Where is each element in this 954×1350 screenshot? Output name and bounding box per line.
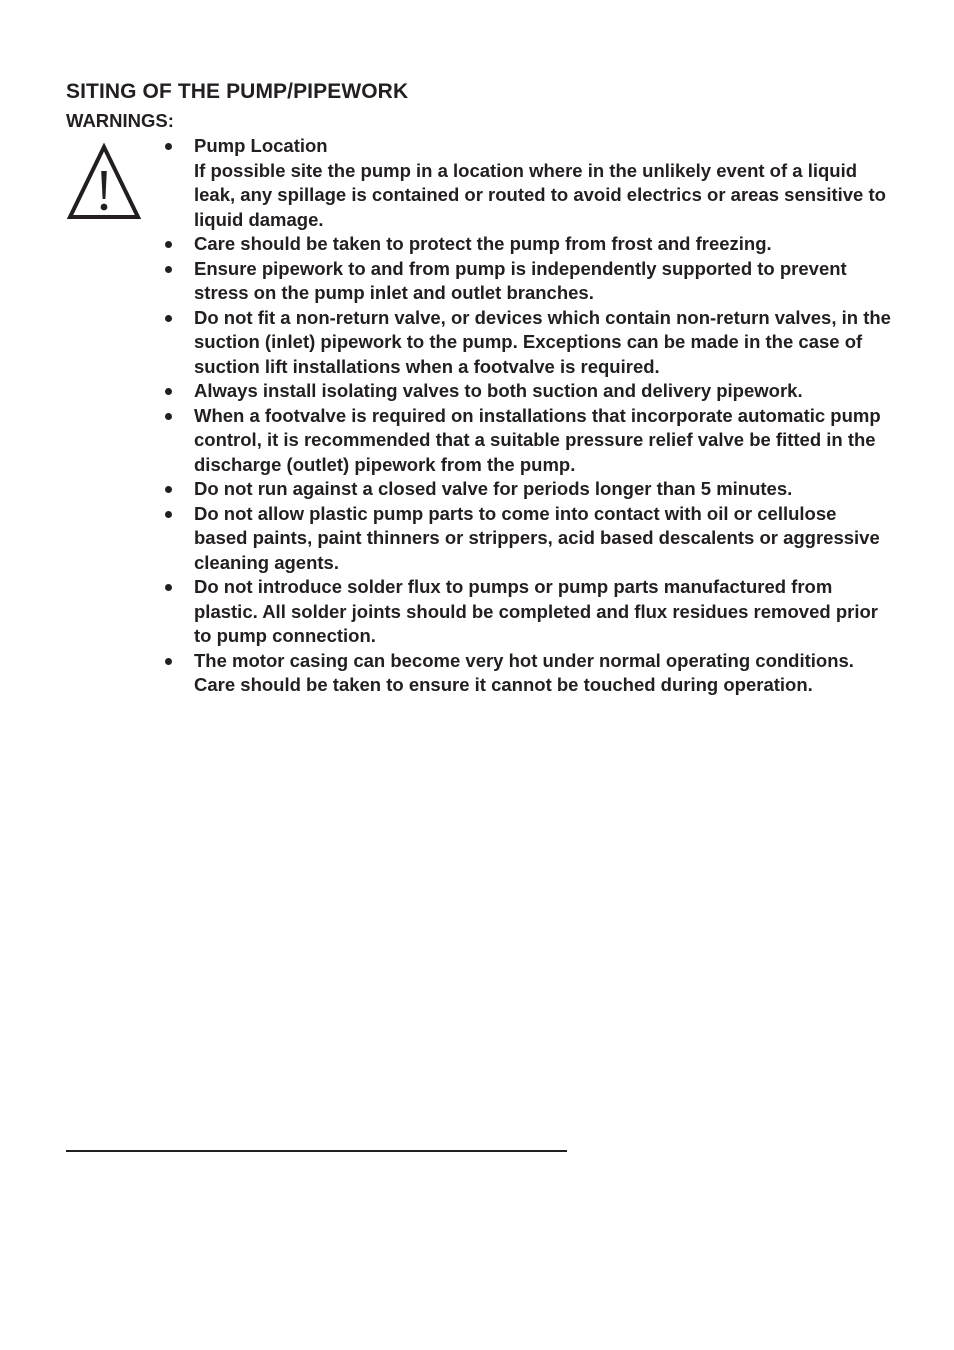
list-item-text: When a footvalve is required on installations that incorporate automatic pump control, it is recommended that a suitable pressure relief valve be fitted in the discharge (outlet) pipework from the pump.	[194, 404, 881, 475]
list-item-title: Pump Location	[194, 135, 328, 156]
list-item	[194, 306, 894, 380]
warnings-list	[194, 134, 894, 698]
list-item	[194, 649, 894, 698]
list-item-text: The motor casing can become very hot under normal operating conditions. Care should be taken to ensure it cannot be touched during operation.	[194, 649, 854, 695]
list-item-text: Do not allow plastic pump parts to come into contact with oil or cellulose based paints, paint thinners or strippers, acid based descalents or aggressive cleaning agents.	[194, 502, 880, 573]
list-item-text: Do not introduce solder flux to pumps or pump parts manufactured from plastic. All solder joints should be completed and flux residues removed prior to pump connection.	[194, 576, 878, 646]
list-item	[194, 257, 894, 306]
list-item-pump-location	[194, 134, 894, 232]
list-item	[194, 232, 894, 257]
footnote-divider	[66, 1150, 567, 1152]
warnings-heading: WARNINGS:	[66, 110, 174, 131]
page-title: SITING OF THE PUMP/PIPEWORK	[66, 80, 409, 103]
list-item-text: Ensure pipework to and from pump is independently supported to prevent stress on the pump inlet and outlet branches.	[194, 257, 847, 303]
list-item-text: Do not fit a non-return valve, or devices which contain non-return valves, in the suction (inlet) pipework to the pump. Exceptions can be made in the case of suction lift installations when a footvalve is required.	[194, 306, 891, 377]
list-item-text: Do not run against a closed valve for periods longer than 5 minutes.	[194, 478, 793, 499]
list-item-text: If possible site the pump in a location where in the unlikely event of a liquid leak, any spillage is contained or routed to avoid electrics or areas sensitive to liquid damage.	[194, 159, 886, 230]
warning-triangle-icon	[66, 143, 142, 221]
list-item	[194, 502, 894, 576]
list-item-text: Care should be taken to protect the pump from frost and freezing.	[194, 233, 772, 254]
list-item	[194, 379, 894, 404]
list-item	[194, 477, 894, 502]
list-item-text: Always install isolating valves to both suction and delivery pipework.	[194, 380, 803, 401]
list-item	[194, 575, 894, 649]
list-item	[194, 404, 894, 478]
